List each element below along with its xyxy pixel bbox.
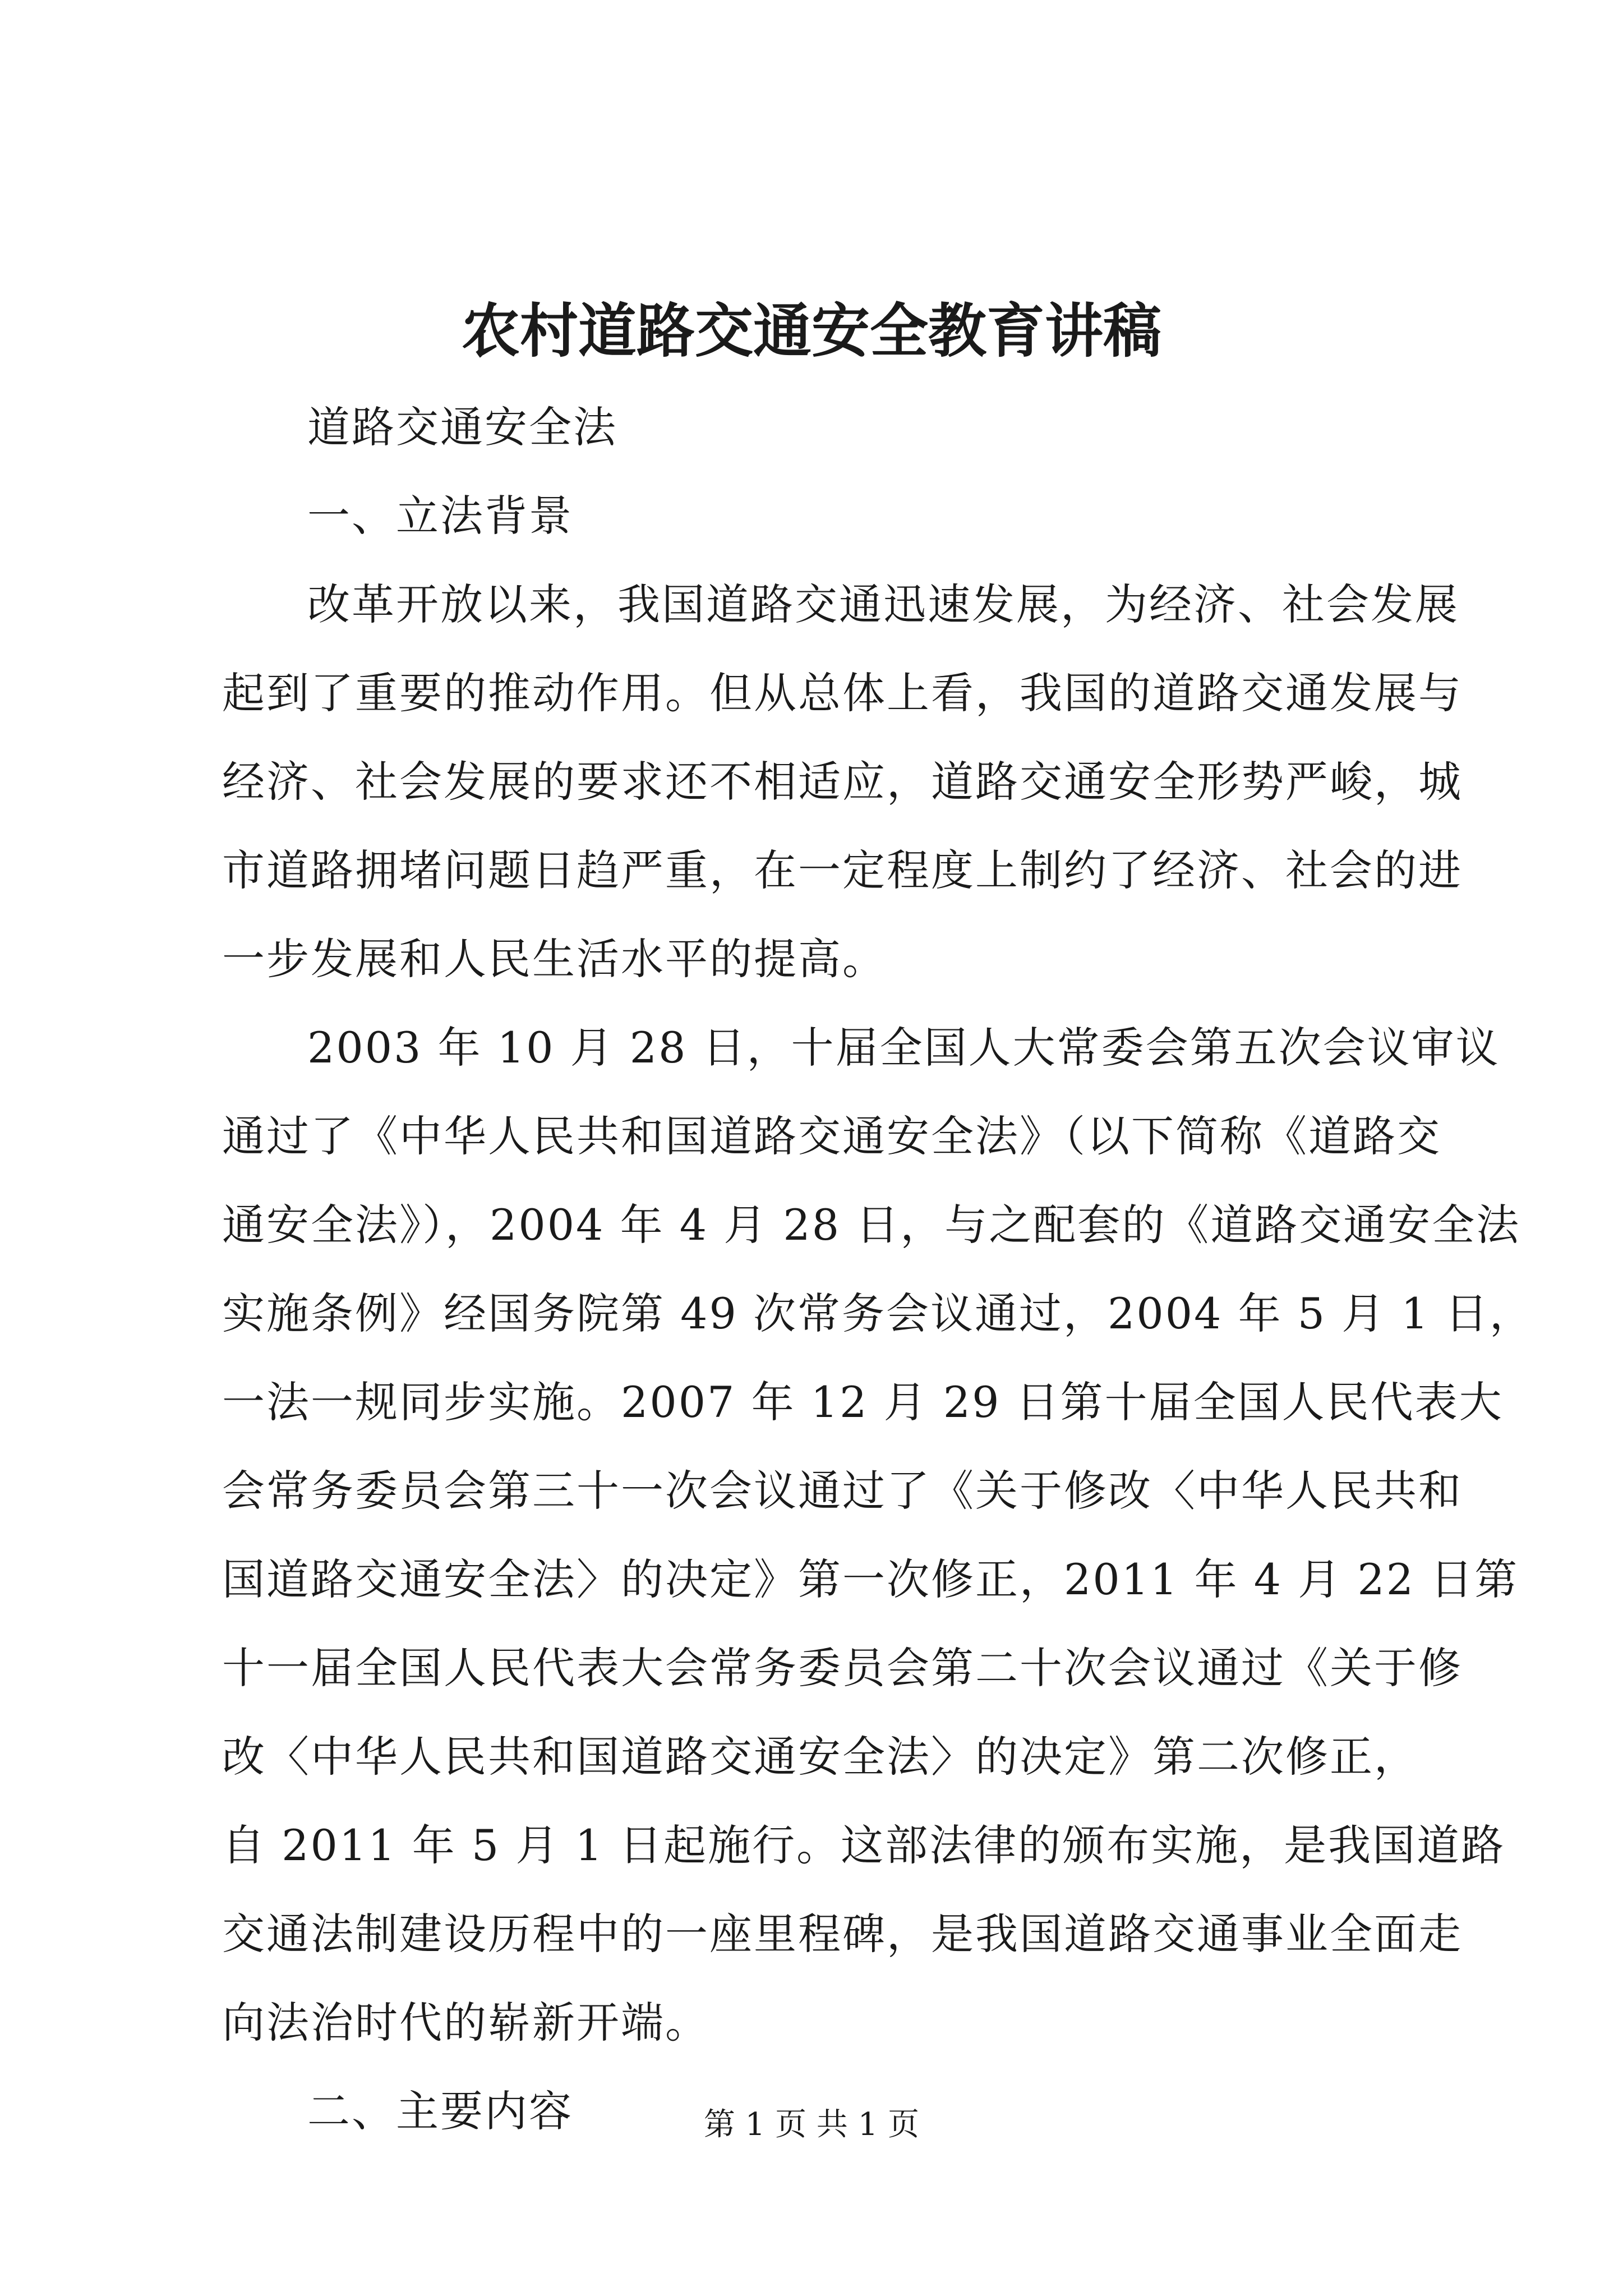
document-body — [222, 383, 1534, 2156]
paragraph-line: 实施条例》经国务院第 49 次常务会议通过，2004 年 5 月 1 日， — [222, 1289, 1534, 1338]
paragraph-line: 自 2011 年 5 月 1 日起施行。这部法律的颁布实施，是我国道路 — [222, 1820, 1506, 1870]
paragraph-line: 通过了《中华人民共和国道路交通安全法》（以下简称《道路交 — [222, 1111, 1441, 1161]
paragraph-line: 改革开放以来，我国道路交通迅速发展，为经济、社会发展 — [307, 579, 1459, 629]
section-heading-content: 二、主要内容 — [307, 2086, 573, 2136]
paragraph-line: 交通法制建设历程中的一座里程碑，是我国道路交通事业全面走 — [222, 1909, 1463, 1959]
paragraph-background — [222, 560, 1463, 1004]
paragraph-line: 一步发展和人民生活水平的提高。 — [222, 934, 887, 984]
paragraph-line: 一法一规同步实施。2007 年 12 月 29 日第十届全国人民代表大 — [222, 1377, 1504, 1427]
section-heading-background: 一、立法背景 — [307, 491, 573, 541]
paragraph-line: 起到了重要的推动作用。但从总体上看，我国的道路交通发展与 — [222, 668, 1463, 718]
document-title: 农村道路交通安全教育讲稿 — [461, 296, 1161, 365]
paragraph-line: 2003 年 10 月 28 日，十届全国人大常委会第五次会议审议 — [307, 1023, 1500, 1073]
section-heading-law: 道路交通安全法 — [307, 402, 617, 452]
paragraph-line: 向法治时代的崭新开端。 — [222, 1998, 709, 2047]
paragraph-line: 国道路交通安全法〉的决定》第一次修正，2011 年 4 月 22 日第 — [222, 1554, 1519, 1604]
paragraph-line: 十一届全国人民代表大会常务委员会第二十次会议通过《关于修 — [222, 1643, 1463, 1693]
paragraph-line: 经济、社会发展的要求还不相适应，道路交通安全形势严峻，城 — [222, 757, 1463, 807]
page-footer: 第 1 页 共 1 页 — [703, 2106, 920, 2143]
paragraph-history — [222, 1004, 1534, 2067]
paragraph-line: 改〈中华人民共和国道路交通安全法〉的决定》第二次修正， — [222, 1732, 1418, 1782]
paragraph-line: 会常务委员会第三十一次会议通过了《关于修改〈中华人民共和 — [222, 1466, 1463, 1516]
paragraph-line: 通安全法》），2004 年 4 月 28 日，与之配套的《道路交通安全法 — [222, 1200, 1521, 1250]
paragraph-line: 市道路拥堵问题日趋严重，在一定程度上制约了经济、社会的进 — [222, 845, 1463, 895]
